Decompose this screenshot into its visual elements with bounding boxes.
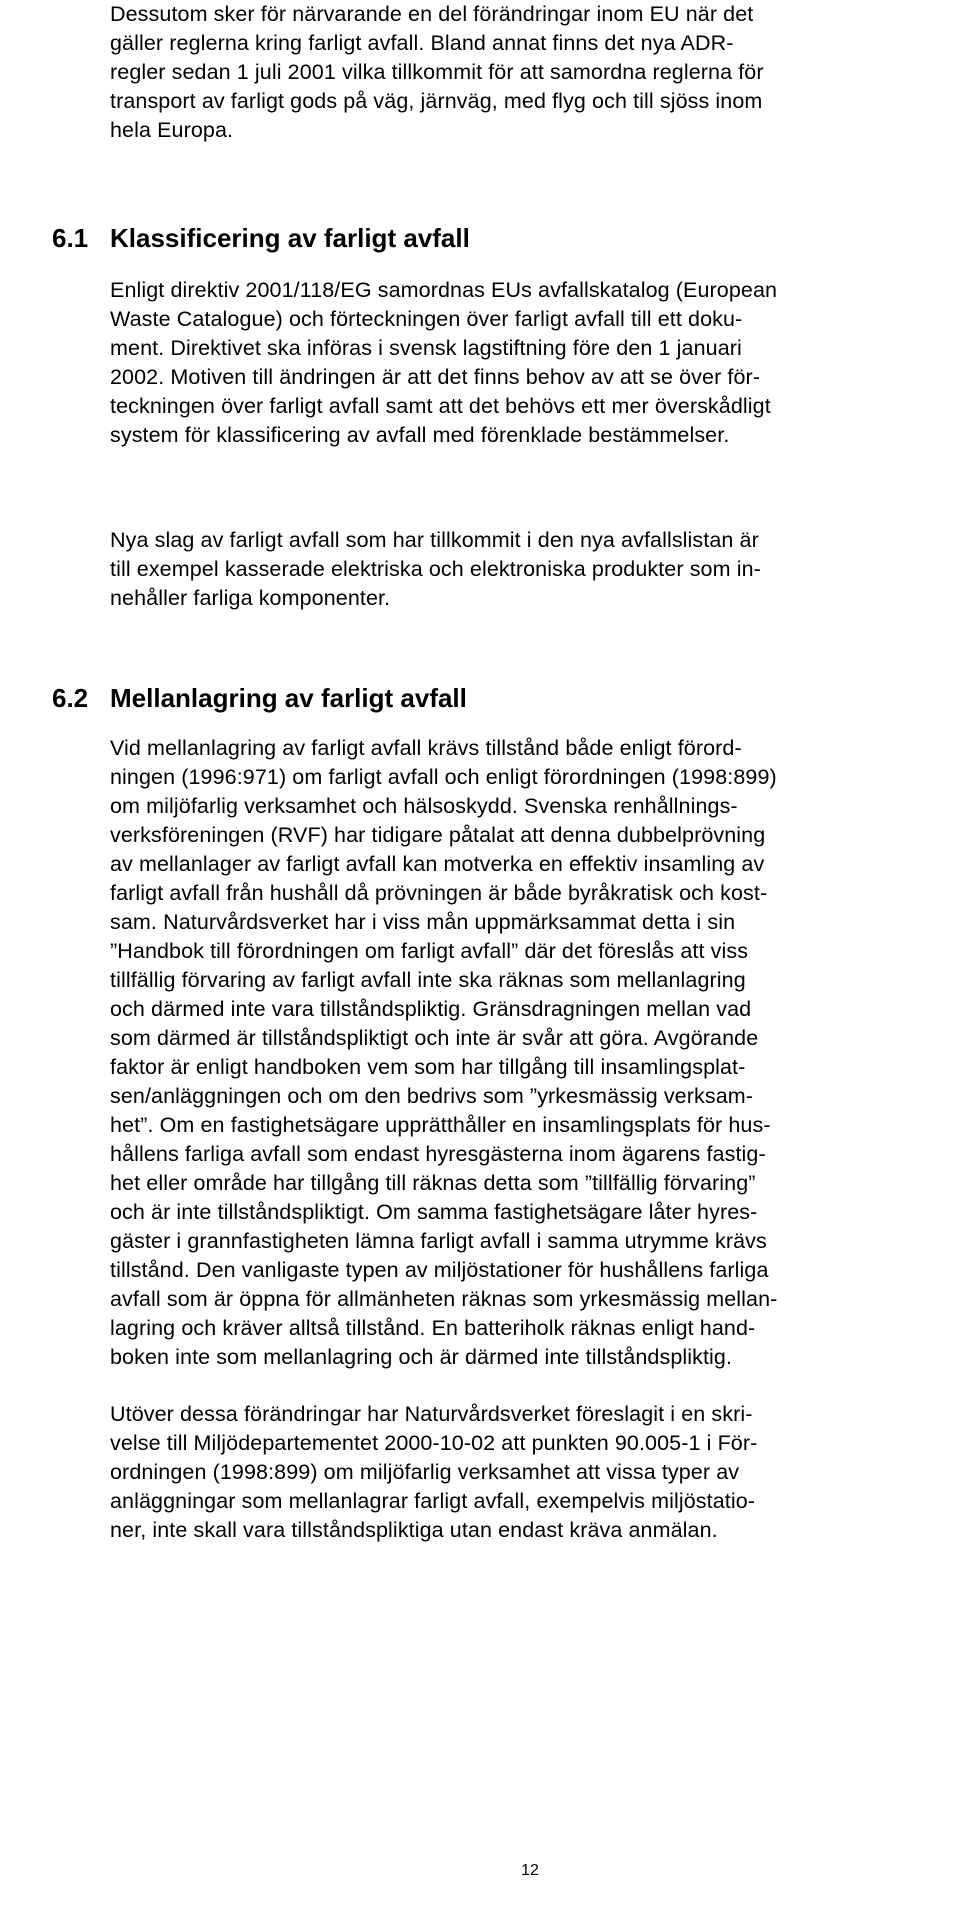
text-line: sam. Naturvårdsverket har i viss mån uppmärksammat detta i sin — [110, 910, 736, 934]
section-6-1-paragraph-1 — [110, 276, 940, 450]
section-number: 6.1 — [52, 223, 89, 253]
text-line: ”Handbok till förordningen om farligt avfall” där det föreslås att viss — [110, 939, 749, 963]
section-number: 6.2 — [52, 683, 89, 713]
text-line: ner, inte skall vara tillståndspliktiga utan endast kräva anmälan. — [110, 1518, 718, 1542]
text-line: Dessutom sker för närvarande en del förändringar inom EU när det — [110, 2, 754, 26]
text-line: system för klassificering av avfall med förenklade bestämmelser. — [110, 423, 730, 447]
text-line: till exempel kasserade elektriska och elektroniska produkter som in- — [110, 557, 761, 581]
section-6-1-heading — [0, 220, 940, 256]
page-number: 12 — [521, 1862, 539, 1879]
text-line: Nya slag av farligt avfall som har tillkommit i den nya avfallslistan är — [110, 528, 759, 552]
text-line: Utöver dessa förändringar har Naturvårdsverket föreslagit i en skri- — [110, 1402, 753, 1426]
text-line: tillstånd. Den vanligaste typen av miljöstationer för hushållens farliga — [110, 1258, 769, 1282]
section-6-2-heading — [0, 680, 940, 716]
text-line: transport av farligt gods på väg, järnväg, med flyg och till sjöss inom — [110, 89, 763, 113]
text-line: av mellanlager av farligt avfall kan motverka en effektiv insamling av — [110, 852, 765, 876]
text-line: Enligt direktiv 2001/118/EG samordnas EUs avfallskatalog (European — [110, 278, 778, 302]
intro-paragraph — [110, 0, 940, 145]
text-line: farligt avfall från hushåll då prövningen är både byråkratisk och kost- — [110, 881, 768, 905]
text-line: hela Europa. — [110, 118, 234, 142]
text-line: verksföreningen (RVF) har tidigare påtalat att denna dubbelprövning — [110, 823, 766, 847]
text-line: nehåller farliga komponenter. — [110, 586, 391, 610]
text-line: Vid mellanlagring av farligt avfall krävs tillstånd både enligt förord- — [110, 736, 742, 760]
text-line: tillfällig förvaring av farligt avfall inte ska räknas som mellanlagring — [110, 968, 746, 992]
text-line: faktor är enligt handboken vem som har tillgång till insamlingsplat- — [110, 1055, 746, 1079]
text-line: regler sedan 1 juli 2001 vilka tillkommit för att samordna reglerna för — [110, 60, 764, 84]
text-line: ordningen (1998:899) om miljöfarlig verksamhet att vissa typer av — [110, 1460, 740, 1484]
text-line: avfall som är öppna för allmänheten räknas som yrkesmässig mellan- — [110, 1287, 778, 1311]
text-line: lagring och kräver alltså tillstånd. En batteriholk räknas enligt hand- — [110, 1316, 756, 1340]
text-line: velse till Miljödepartementet 2000-10-02 att punkten 90.005-1 i För- — [110, 1431, 758, 1455]
text-line: teckningen över farligt avfall samt att det behövs ett mer överskådligt — [110, 394, 771, 418]
section-6-2-paragraph-2 — [110, 1400, 940, 1545]
text-line: ment. Direktivet ska införas i svensk lagstiftning före den 1 januari — [110, 336, 742, 360]
text-line: gäster i grannfastigheten lämna farligt avfall i samma utrymme krävs — [110, 1229, 767, 1253]
text-line: om miljöfarlig verksamhet och hälsoskydd. Svenska renhållnings- — [110, 794, 738, 818]
text-line: boken inte som mellanlagring och är därmed inte tillståndspliktig. — [110, 1345, 733, 1369]
text-line: och är inte tillståndspliktigt. Om samma fastighetsägare låter hyres- — [110, 1200, 758, 1224]
text-line: sen/anläggningen och om den bedrivs som ”yrkesmässig verksam- — [110, 1084, 754, 1108]
text-line: ningen (1996:971) om farligt avfall och enligt förordningen (1998:899) — [110, 765, 777, 789]
text-line: het eller område har tillgång till räknas detta som ”tillfällig förvaring” — [110, 1171, 756, 1195]
text-line: som därmed är tillståndspliktigt och inte är svår att göra. Avgörande — [110, 1026, 759, 1050]
text-line: gäller reglerna kring farligt avfall. Bland annat finns det nya ADR- — [110, 31, 734, 55]
text-line: hållens farliga avfall som endast hyresgästerna inom ägarens fastig- — [110, 1142, 766, 1166]
text-line: Waste Catalogue) och förteckningen över farligt avfall till ett doku- — [110, 307, 743, 331]
text-line: het”. Om en fastighetsägare upprätthåller en insamlingsplats för hus- — [110, 1113, 771, 1137]
text-line: 2002. Motiven till ändringen är att det finns behov av att se över för- — [110, 365, 761, 389]
section-6-2-paragraph-1 — [110, 734, 940, 1372]
text-line: och därmed inte vara tillståndspliktig. Gränsdragningen mellan vad — [110, 997, 752, 1021]
text-line: anläggningar som mellanlagrar farligt avfall, exempelvis miljöstatio- — [110, 1489, 756, 1513]
section-title: Mellanlagring av farligt avfall — [110, 683, 467, 713]
section-6-1-paragraph-2 — [110, 526, 940, 613]
section-title: Klassificering av farligt avfall — [110, 223, 470, 253]
